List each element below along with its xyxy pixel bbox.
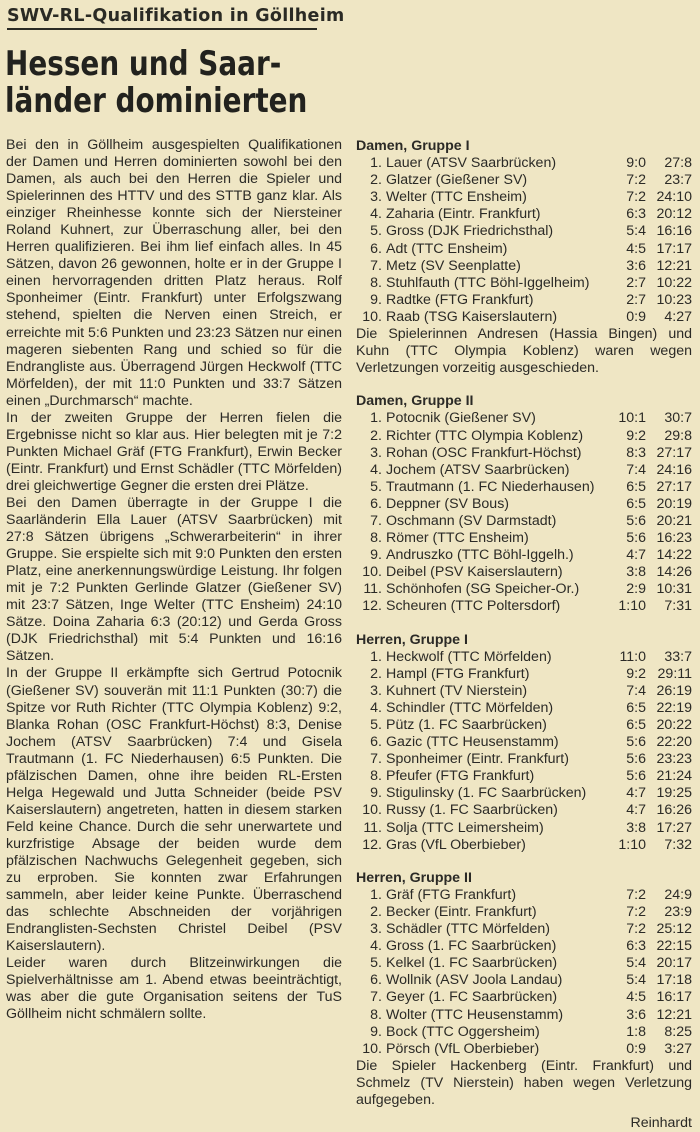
rank: 4. [370,699,382,716]
table-row [356,581,692,598]
points: 5:6 [626,734,646,751]
rank: 1. [370,648,382,665]
player-club: Andruszko (TTC Böhl-Iggelh.) [386,547,574,564]
player-club: Raab (TSG Kaiserslautern) [386,308,558,325]
results-group [356,138,692,377]
rank: 1. [370,410,382,427]
sets: 29:11 [657,665,692,682]
player-club: Pütz (1. FC Saarbrücken) [386,717,547,733]
results-group [356,632,692,854]
rank: 10. [362,308,382,325]
rank: 12. [362,836,382,853]
points: 5:4 [626,223,646,240]
rank: 1. [370,886,382,903]
author-byline: Reinhardt [630,1115,692,1132]
rank: 8. [370,768,382,785]
player-club: Gras (VfL Oberbieber) [386,836,526,853]
points: 1:10 [618,836,646,853]
sets: 12:21 [656,1006,692,1023]
table-row [356,223,692,240]
sets: 12:21 [656,257,692,274]
points: 0:9 [626,1040,646,1057]
table-row [356,513,692,530]
table-row [356,820,692,837]
player-club: Wollnik (ASV Joola Landau) [386,972,563,989]
rank: 4. [370,938,382,955]
sets: 24:9 [664,886,692,903]
points: 9:2 [626,427,646,444]
rank: 9. [370,547,382,564]
points: 7:2 [626,189,646,206]
rank: 12. [362,598,382,615]
player-club: Sponheimer (Eintr. Frankfurt) [386,751,569,768]
player-club: Scheuren (TTC Poltersdorf) [386,598,561,615]
rank: 5. [370,223,382,240]
table-row [356,292,692,309]
results-group [356,393,692,615]
player-club: Bock (TTC Oggersheim) [386,1023,540,1040]
points: 4:5 [626,989,646,1006]
sets: 27:8 [664,155,692,172]
sets: 22:19 [656,699,692,716]
rank: 3. [370,189,382,206]
rank: 8. [370,274,382,291]
sets: 25:12 [656,921,692,938]
table-row [356,309,692,326]
player-club: Glatzer (Gießener SV) [386,172,528,189]
player-club: Schönhofen (SG Speicher-Or.) [386,581,580,598]
table-row [356,734,692,751]
table-row [356,598,692,615]
sets: 16:16 [656,223,692,240]
sets: 27:17 [656,478,692,495]
paragraph: Leider waren durch Blitzeinwirkungen die Spielverhältnisse am 1. Abend etwas beeinträchtigt, was aber die gute Organisation seitens der TuS Göllheim nicht schmälern sollte. [6,955,342,1023]
player-club: Metz (SV Seenplatte) [386,257,521,274]
player-club: Rohan (OSC Frankfurt-Höchst) [386,444,582,461]
player-club: Russy (1. FC Saarbrücken) [386,802,558,819]
points: 5:4 [626,955,646,972]
points: 1:8 [626,1023,646,1040]
player-club: Trautmann (1. FC Niederhausen) [386,478,595,495]
player-club: Potocnik (Gießener SV) [386,410,536,427]
table-row [356,172,692,189]
rank: 3. [370,682,382,699]
table-row [356,189,692,206]
player-club: Kelkel (1. FC Saarbrücken) [386,955,558,972]
table-row [356,275,692,292]
player-club: Schindler (TTC Mörfelden) [386,699,554,716]
table-row [356,649,692,666]
points: 5:6 [626,530,646,547]
player-club: Stuhlfauth (TTC Böhl-Iggelheim) [386,274,590,291]
points: 6:3 [626,938,646,955]
table-row [356,206,692,223]
points: 3:8 [626,564,646,581]
table-row [356,972,692,989]
table-row [356,241,692,258]
player-club: Becker (Eintr. Frankfurt) [386,903,537,920]
sets: 10:31 [656,581,692,598]
sets: 24:10 [656,189,692,206]
player-club: Gross (1. FC Saarbrücken) [386,938,557,955]
sets: 20:21 [656,512,692,529]
rank: 2. [370,427,382,444]
table-row [356,462,692,479]
sets: 7:32 [664,836,692,853]
table-row [356,1024,692,1041]
points: 11:0 [619,648,646,665]
rank: 11. [363,819,382,836]
sets: 24:16 [656,461,692,478]
table-row [356,530,692,547]
rank: 2. [370,172,382,189]
paragraph: Bei den in Göllheim ausgespielten Qualifikationen der Damen und Herren dominierten sowohl bei den Damen, als auch bei den Herren die Spieler und Spielerinnen des HTTV und des STTB ganz klar. Als einziger Rheinhesse konnte sich der Niersteiner Roland Kuhnert, zur Überraschung aller, bei den Herren qualifizieren. Bei ihm lief einfach alles. In 45 Sätzen, davon 26 gewonnen, holte er in der Gruppe I einen hervorragenden dritten Platz heraus. Rolf Sponheimer (Eintr. Frankfurt) unter Erfolgszwang stehend, spielten die Nerven einen Streich, er erreichte mit 5:6 Punkten und 23:23 Sätzen nur einen mageren siebenten Rang und schied so für die Endrangliste aus. Überragend Jürgen Heckwolf (TTC Mörfelden), der mit 11:0 Punkten und 33:7 Sätzen einen „Durchmarsch“ machte. [6,137,342,409]
sets: 23:9 [664,903,692,920]
player-club: Welter (TTC Ensheim) [386,189,527,206]
points: 6:5 [626,495,646,512]
points: 6:5 [626,717,646,733]
paragraph: In der Gruppe II erkämpfte sich Gertrud Potocnik (Gießener SV) souverän mit 11:1 Punkten (30:7) die Spitze vor Ruth Richter (TTC Olympia Koblenz) 9:2, Blanka Rohan (OSC Frankfurt-Höchst) 8:3, Denise Jochem (ATSV Saarbrücken) 7:4 und Gisela Trautmann (1. FC Niederhausen) 6:5 Punkten. Die pfälzischen Damen, ohne ihre beiden RL-Ersten Helga Hegewald und Jutta Schneider (beide PSV Kaiserslautern) angetreten, hatten in diesem starken Feld keine Chance. Durch die sehr unerwartete und kurzfristige Absage der beiden wurde dem pfälzischen Nachwuchs Gelegenheit gegeben, sich zu erproben. Sie konnten zwar Erfahrungen sammeln, aber leider keine Punkte. Überraschend das schlechte Abschneiden der vorjährigen Endranglisten-Sechsten Christel Deibel (PSV Kaiserslautern). [6,665,342,955]
sets: 23:7 [664,172,692,189]
points: 1:10 [618,598,646,615]
points: 3:6 [626,257,646,274]
points: 7:2 [626,886,646,903]
sets: 4:27 [664,308,692,325]
sets: 29:8 [664,427,692,444]
sets: 33:7 [664,648,692,665]
table-row [356,887,692,904]
points: 7:2 [626,903,646,920]
table-row [356,547,692,564]
player-club: Adt (TTC Ensheim) [386,240,508,257]
table-row [356,155,692,172]
table-row [356,564,692,581]
rank: 7. [370,512,382,529]
rank: 4. [370,206,382,223]
rank: 5. [370,717,382,733]
table-row [356,258,692,275]
group-title: Herren, Gruppe I [356,631,468,648]
player-club: Pfeufer (FTG Frankfurt) [386,768,535,785]
points: 9:2 [626,665,646,682]
rank: 8. [370,1006,382,1023]
table-row [356,1041,692,1058]
rank: 9. [370,1023,382,1040]
points: 0:9 [626,308,646,325]
points: 2:9 [626,581,646,598]
rank: 2. [370,903,382,920]
points: 4:7 [626,785,646,802]
points: 4:5 [626,240,646,257]
points: 5:6 [626,768,646,785]
sets: 27:17 [656,444,692,461]
player-club: Oschmann (SV Darmstadt) [386,512,557,529]
headline-line: länder dominierten [5,81,308,121]
table-row [356,445,692,462]
sets: 30:7 [664,410,692,427]
player-club: Wolter (TTC Heusenstamm) [386,1006,564,1023]
table-row [356,921,692,938]
table-row [356,751,692,768]
player-club: Deibel (PSV Kaiserslautern) [386,564,563,581]
table-row [356,785,692,802]
rank: 6. [370,495,382,512]
points: 4:7 [626,547,646,564]
sets: 8:25 [664,1023,692,1040]
player-club: Stigulinsky (1. FC Saarbrücken) [386,785,587,802]
sets: 19:25 [656,785,692,802]
player-club: Zaharia (Eintr. Frankfurt) [386,206,541,223]
player-club: Lauer (ATSV Saarbrücken) [386,155,557,172]
table-row [356,428,692,445]
table-row [356,837,692,854]
sets: 26:19 [656,682,692,699]
results-column [356,138,692,1132]
sets: 17:18 [656,972,692,989]
player-club: Gräf (FTG Frankfurt) [386,886,517,903]
sets: 20:12 [656,206,692,223]
rank: 5. [370,478,382,495]
player-club: Richter (TTC Olympia Koblenz) [386,427,584,444]
player-club: Gross (DJK Friedrichsthal) [386,223,554,240]
rank: 8. [370,530,382,547]
points: 5:4 [626,972,646,989]
points: 7:2 [626,172,646,189]
rank: 2. [370,665,382,682]
player-club: Gazic (TTC Heusenstamm) [386,734,559,751]
sets: 16:26 [656,802,692,819]
group-note: Die Spielerinnen Andresen (Hassia Bingen) und Kuhn (TTC Olympia Koblenz) waren wegen Verletzungen vorzeitig ausgeschieden. [356,326,692,377]
sets: 3:27 [664,1040,692,1057]
table-row [356,955,692,972]
results-group [356,870,692,1109]
sets: 20:17 [656,955,692,972]
sets: 17:27 [656,819,692,836]
rank: 10. [362,1040,382,1057]
points: 6:5 [626,699,646,716]
table-row [356,700,692,717]
rank: 9. [370,785,382,802]
rank: 6. [370,734,382,751]
table-row [356,1007,692,1024]
sets: 10:22 [656,274,692,291]
group-note: Die Spieler Hackenberg (Eintr. Frankfurt) und Schmelz (TV Nierstein) haben wegen Verletzung aufgegeben. [356,1057,692,1108]
sets: 22:15 [656,938,692,955]
points: 3:6 [626,1006,646,1023]
rank: 6. [370,972,382,989]
rank: 10. [362,564,382,581]
rank: 6. [370,240,382,257]
table-row [356,904,692,921]
rank: 3. [370,444,382,461]
table-row [356,938,692,955]
table-row [356,666,692,683]
rank: 7. [370,257,382,274]
points: 9:0 [626,155,646,172]
player-club: Hampl (FTG Frankfurt) [386,665,530,682]
table-row [356,479,692,496]
headline [5,44,308,121]
points: 7:4 [626,461,646,478]
group-title: Herren, Gruppe II [356,869,472,886]
points: 7:2 [626,921,646,938]
sets: 7:31 [664,598,692,615]
table-row [356,683,692,700]
sets: 17:17 [656,240,692,257]
group-title: Damen, Gruppe I [356,138,470,154]
sets: 20:19 [656,495,692,512]
points: 7:4 [626,682,646,699]
table-row [356,496,692,513]
sets: 16:23 [656,530,692,547]
rank: 3. [370,921,382,938]
sets: 14:22 [656,547,692,564]
points: 8:3 [626,444,646,461]
points: 5:6 [626,512,646,529]
kicker-title: SWV-RL-Qualifikation in Göllheim [7,6,317,30]
rank: 5. [370,955,382,972]
sets: 20:22 [656,717,692,733]
sets: 14:26 [656,564,692,581]
player-club: Römer (TTC Ensheim) [386,530,529,547]
player-club: Solja (TTC Leimersheim) [386,819,544,836]
rank: 10. [362,802,382,819]
table-row [356,989,692,1006]
sets: 16:17 [656,989,692,1006]
sets: 21:24 [656,768,692,785]
points: 4:7 [626,802,646,819]
sets: 10:23 [656,291,692,308]
group-title: Damen, Gruppe II [356,393,474,410]
rank: 9. [370,291,382,308]
points: 6:3 [626,206,646,223]
player-club: Pörsch (VfL Oberbieber) [386,1040,540,1057]
headline-line: Hessen und Saar- [5,44,282,84]
paragraph: In der zweiten Gruppe der Herren fielen die Ergebnisse nicht so klar aus. Hier belegten mit je 7:2 Punkten Michael Gräf (FTG Frankfurt), Erwin Becker (Eintr. Frankfurt) und Ernst Schädler (TTC Mörfelden) drei gleichwertige Gegner die ersten drei Plätze. [6,409,342,494]
player-club: Jochem (ATSV Saarbrücken) [386,461,570,478]
rank: 11. [363,581,382,598]
table-row [356,717,692,734]
rank: 1. [370,155,382,172]
rank: 4. [370,461,382,478]
table-row [356,802,692,819]
table-row [356,768,692,785]
points: 2:7 [626,274,646,291]
paragraph: Bei den Damen überragte in der Gruppe I die Saarländerin Ella Lauer (ATSV Saarbrücken) mit 27:8 Sätzen übrigens „Schwerarbeiterin“ in ihrer Gruppe. Sie erspielte sich mit 9:0 Punkten den ersten Platz, eine anerkennungswürdige Leistung. Ihr folgen mit je 7:2 Punkten Gerlinde Glatzer (Gießener SV) mit 23:7 Sätzen, Inge Welter (TTC Ensheim) 24:10 Sätze. Doina Zaharia 6:3 (20:12) und Gerda Gross (DJK Friedrichsthal) mit 5:4 Punkten und 16:16 Sätzen. [6,494,342,665]
player-club: Heckwolf (TTC Mörfelden) [386,648,552,665]
sets: 23:23 [656,751,692,768]
player-club: Schädler (TTC Mörfelden) [386,921,550,938]
points: 6:5 [626,478,646,495]
player-club: Kuhnert (TV Nierstein) [386,682,528,699]
player-club: Deppner (SV Bous) [386,495,510,512]
player-club: Radtke (FTG Frankfurt) [386,291,534,308]
player-club: Geyer (1. FC Saarbrücken) [386,989,558,1006]
rank: 7. [370,989,382,1006]
points: 5:6 [626,751,646,768]
table-row [356,410,692,427]
points: 10:1 [618,410,646,427]
points: 2:7 [626,291,646,308]
points: 3:8 [626,819,646,836]
rank: 7. [370,751,382,768]
sets: 22:20 [656,734,692,751]
article-body [6,137,342,1023]
